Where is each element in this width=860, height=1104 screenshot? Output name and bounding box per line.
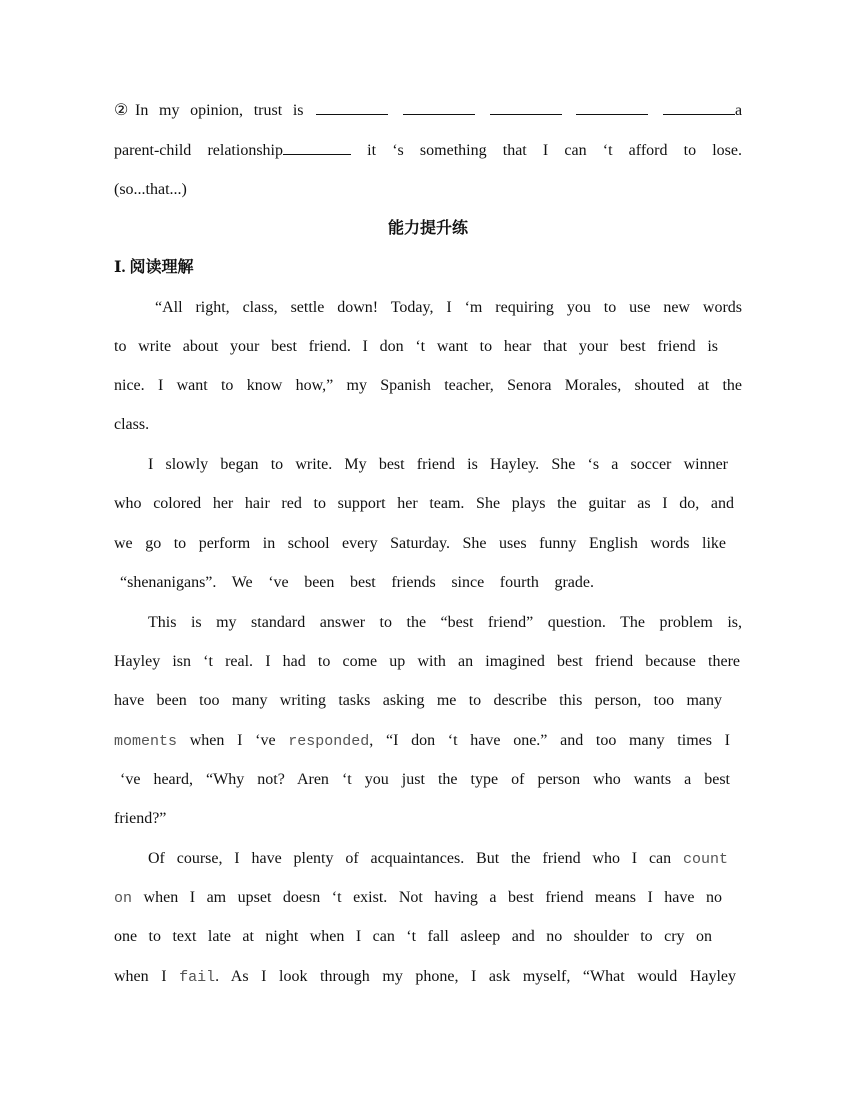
section-title: 能力提升练 [387,220,468,237]
vocab-responded: responded [288,733,370,750]
answer-blank-3[interactable] [490,100,562,115]
part-title: Ⅰ. 阅读理解 [114,259,194,276]
p4-line-3: one to text late at night when I can ‘t fall asleep and no shoulder to cry on [114,928,712,945]
p3-line4-end: , “I don ‘t have one.” and too many times I [369,732,730,749]
p2-line-1: I slowly began to write. My best friend is Hayley. She ‘s a soccer winner [148,456,728,473]
p3-line-3: have been too many writing tasks asking me to describe this person, too many [114,692,722,709]
answer-blank-5[interactable] [663,100,735,115]
answer-blank-2[interactable] [403,100,475,115]
p1-line-2: to write about your best friend. I don ‘t want to hear that your best friend is [114,338,718,355]
q2-hint: (so...that...) [114,181,187,198]
p4-line-1 [148,848,728,871]
p3-line-6: friend?” [114,810,167,827]
q2-line1-text: ②In my opinion, trust is [114,102,304,119]
p1-line-1: “All right, class, settle down! Today, I ‘m requiring you to use new words [155,299,742,316]
p3-line-1: This is my standard answer to the “best friend” question. The problem is, [148,614,742,631]
p1-line-3: nice. I want to know how,” my Spanish teacher, Senora Morales, shouted at the [114,377,742,394]
vocab-moments: moments [114,733,178,750]
vocab-count: count [683,851,729,868]
p3-line-2: Hayley isn ‘t real. I had to come up with an imagined best friend because there [114,653,740,670]
p1-line-4: class. [114,416,150,433]
p2-line-4: “shenanigans”. We ‘ve been best friends since fourth grade. [120,574,594,591]
q2-line2-start: parent-child relationship [114,142,283,159]
p3-line4-mid: when I ‘ve [189,732,276,749]
q2-line-1 [114,100,742,122]
p4-line2-end: when I am upset doesn ‘t exist. Not having a best friend means I have no [143,889,723,906]
p4-line-2 [114,887,722,910]
p2-line-3: we go to perform in school every Saturday. She uses funny English words like [114,535,726,552]
q2-line2-end: it ‘s something that I can ‘t afford to lose. [367,142,743,159]
answer-blank-6[interactable] [283,140,351,155]
p4-line-4 [114,966,736,989]
answer-blank-1[interactable] [316,100,388,115]
p4-line4-end: . As I look through my phone, I ask myself, “What would Hayley [215,968,736,985]
q2-line-2 [114,140,742,162]
p2-line-2: who colored her hair red to support her team. She plays the guitar as I do, and [114,495,734,512]
p4-line1-start: Of course, I have plenty of acquaintances. But the friend who I can [148,850,672,867]
vocab-fail: fail [179,969,216,986]
q2-line1-end: a [734,102,743,119]
answer-blank-4[interactable] [576,100,648,115]
vocab-on: on [114,890,133,907]
p4-line4-start: when I [114,968,167,985]
p3-line-5: ‘ve heard, “Why not? Aren ‘t you just the type of person who wants a best [120,771,730,788]
p3-line-4 [114,730,730,753]
